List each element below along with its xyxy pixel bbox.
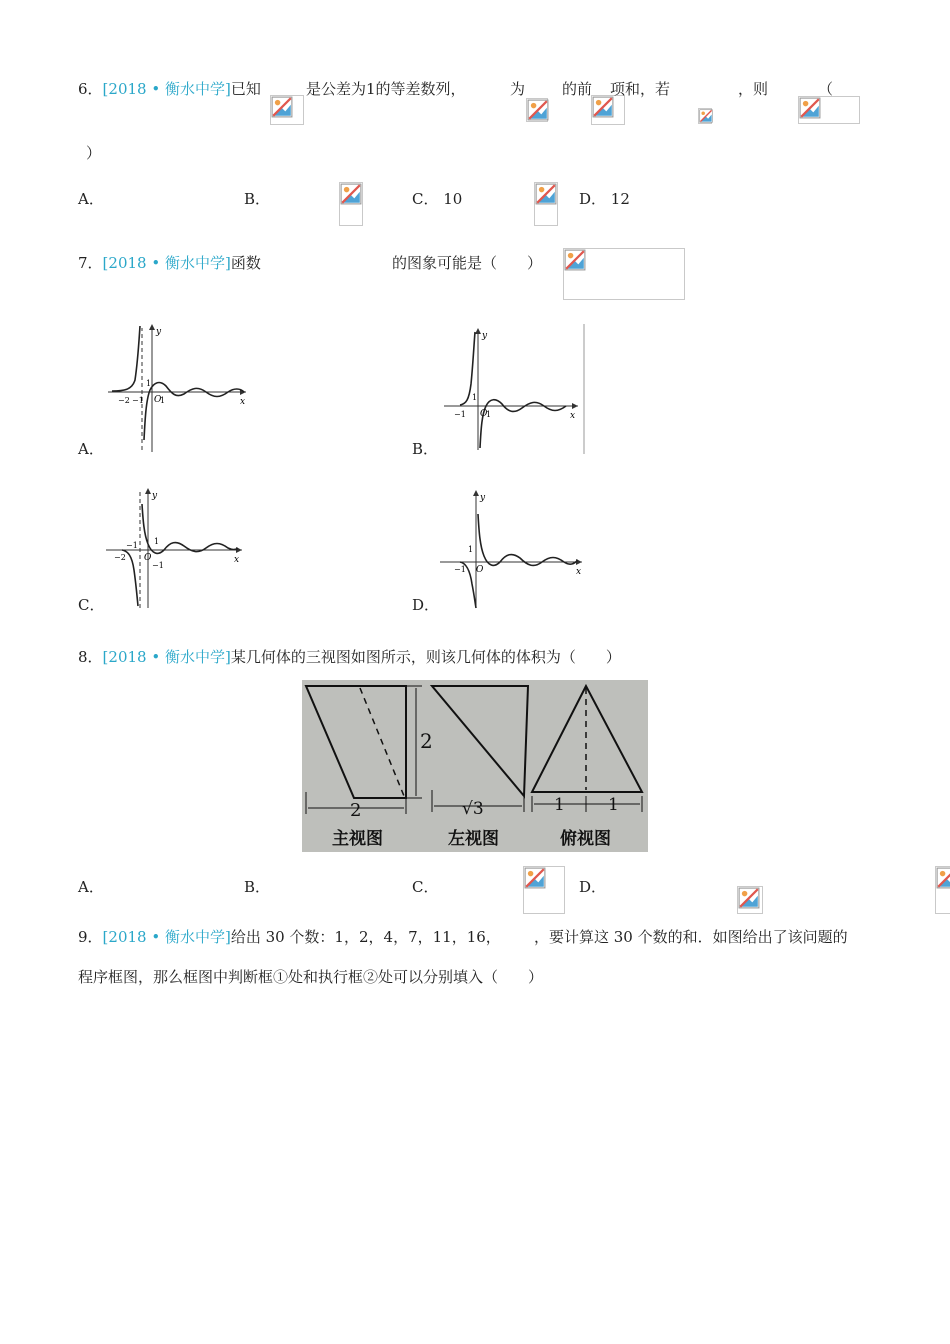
tick-neg1: −1: [126, 541, 138, 550]
top-view-caption: 俯视图: [560, 829, 611, 849]
q8-option-b[interactable]: B．: [244, 878, 271, 896]
broken-image-icon: [564, 249, 586, 271]
q7-graph-d: [436, 486, 586, 612]
q6-formula-image-4: [698, 108, 712, 124]
q9-text-2: ，要计算这 30 个数的和．如图给出了该问题的: [534, 928, 848, 946]
origin-label: O: [476, 565, 484, 575]
q8-option-d[interactable]: D．: [579, 878, 607, 896]
x-axis-label: x: [234, 555, 240, 565]
broken-image-icon: [524, 867, 546, 889]
q8-option-c-image: [935, 866, 950, 914]
origin-label: O: [144, 553, 152, 563]
q6-option-b[interactable]: [244, 188, 270, 210]
origin-label: O: [154, 395, 162, 405]
q6-text-3: 为: [510, 80, 526, 98]
q9-line2: 程序框图，那么框图中判断框①处和执行框②处可以分别填入（ ）: [78, 968, 544, 986]
q9-text: 给出 30 个数：1，2，4，7，11，16，: [230, 928, 501, 946]
q7-option-a[interactable]: A．: [78, 440, 104, 458]
q6-option-a-label: A．: [78, 190, 104, 208]
x-axis-label: x: [240, 397, 246, 407]
tick-neg2: −2: [114, 553, 126, 562]
top-right-label: 1: [608, 795, 619, 815]
q6-option-b-label: B．: [244, 190, 271, 208]
x-axis-label: x: [570, 411, 576, 421]
q9-source-tag: [2018 • 衡水中学]: [102, 928, 231, 946]
front-view-caption: 主视图: [332, 829, 383, 849]
q8-text: 某几何体的三视图如图所示，则该几何体的体积为（ ）: [230, 648, 621, 666]
q6-text-7: （: [818, 80, 834, 98]
broken-image-icon: [699, 109, 713, 123]
q6-text: 已知: [230, 80, 261, 98]
q7-text-2: 的图象可能是（ ）: [392, 254, 543, 272]
tick-1-x: 1: [486, 410, 492, 419]
q6-number: 6．: [78, 80, 103, 98]
q8-number: 8．: [78, 648, 103, 666]
tick-neg2: −2: [118, 396, 130, 405]
q8-three-view-figure: [302, 680, 648, 852]
q6-formula-image-5: [798, 96, 860, 124]
q8-option-c[interactable]: C．: [412, 878, 439, 896]
q6-text-2: 是公差为1的等差数列，: [306, 80, 466, 98]
tick-1-y: 1: [146, 379, 152, 388]
q7-number: 7．: [78, 254, 103, 272]
q7-option-b[interactable]: B．: [412, 440, 439, 458]
broken-image-icon: [799, 97, 821, 119]
q6-formula-image-1: [270, 95, 304, 125]
q7-option-c[interactable]: C．: [78, 596, 105, 614]
q7-graph-c: [104, 484, 246, 612]
q7-line1: [78, 252, 261, 274]
q7-graph-a: [104, 320, 250, 454]
origin-label: O: [480, 409, 488, 419]
front-width-label: 2: [350, 800, 362, 821]
broken-image-icon: [527, 99, 549, 121]
q6-text-6: ，则: [738, 80, 769, 98]
q8-option-a[interactable]: A．: [78, 878, 104, 896]
tick-1-y: 1: [468, 545, 474, 554]
tick-1-y: 1: [472, 393, 478, 402]
top-left-label: 1: [554, 795, 565, 815]
broken-image-icon: [738, 887, 760, 909]
q6-line1: [78, 78, 261, 100]
q6-text-5: 项和，若: [610, 80, 671, 98]
q8-source-tag: [2018 • 衡水中学]: [102, 648, 231, 666]
q9-number: 9．: [78, 928, 103, 946]
broken-image-icon: [340, 183, 362, 205]
q8-option-a-image: [523, 866, 565, 914]
q6-option-a[interactable]: [78, 188, 104, 210]
q6-option-a-image: [339, 182, 363, 226]
side-width-label: √3: [462, 799, 484, 819]
q7-source-tag: [2018 • 衡水中学]: [102, 254, 231, 272]
broken-image-icon: [535, 183, 557, 205]
q7-graph-b: [440, 324, 590, 456]
y-axis-label: y: [152, 491, 158, 501]
q6-close-paren: ）: [86, 144, 102, 162]
tick-neg1: −1: [454, 565, 466, 574]
y-axis-label: y: [482, 331, 488, 341]
q6-text-4: 的前: [562, 80, 593, 98]
q8-line1: [78, 646, 621, 668]
tick-neg1: −1: [454, 410, 466, 419]
tick-neg1: −1: [132, 396, 144, 405]
q6-option-d[interactable]: D． 12: [579, 190, 630, 208]
q8-option-b-image: [737, 886, 763, 914]
q7-function-image: [563, 248, 685, 300]
y-axis-label: y: [156, 327, 162, 337]
q6-source-tag: [2018 • 衡水中学]: [102, 80, 231, 98]
tick-1-y: 1: [154, 537, 160, 546]
front-height-label: 2: [420, 729, 433, 753]
tick-1-x: 1: [160, 396, 166, 405]
q6-option-b-image: [534, 182, 558, 226]
x-axis-label: x: [576, 567, 582, 577]
tick-neg1-y: −1: [152, 561, 164, 570]
broken-image-icon: [936, 867, 950, 889]
q7-text: 函数: [230, 254, 261, 272]
q6-formula-image-2: [526, 98, 548, 122]
y-axis-label: y: [480, 493, 486, 503]
q9-line1: [78, 926, 501, 948]
side-view-caption: 左视图: [448, 829, 499, 849]
q6-option-c[interactable]: C． 10: [412, 190, 463, 208]
broken-image-icon: [271, 96, 293, 118]
q7-option-d[interactable]: D．: [412, 596, 440, 614]
